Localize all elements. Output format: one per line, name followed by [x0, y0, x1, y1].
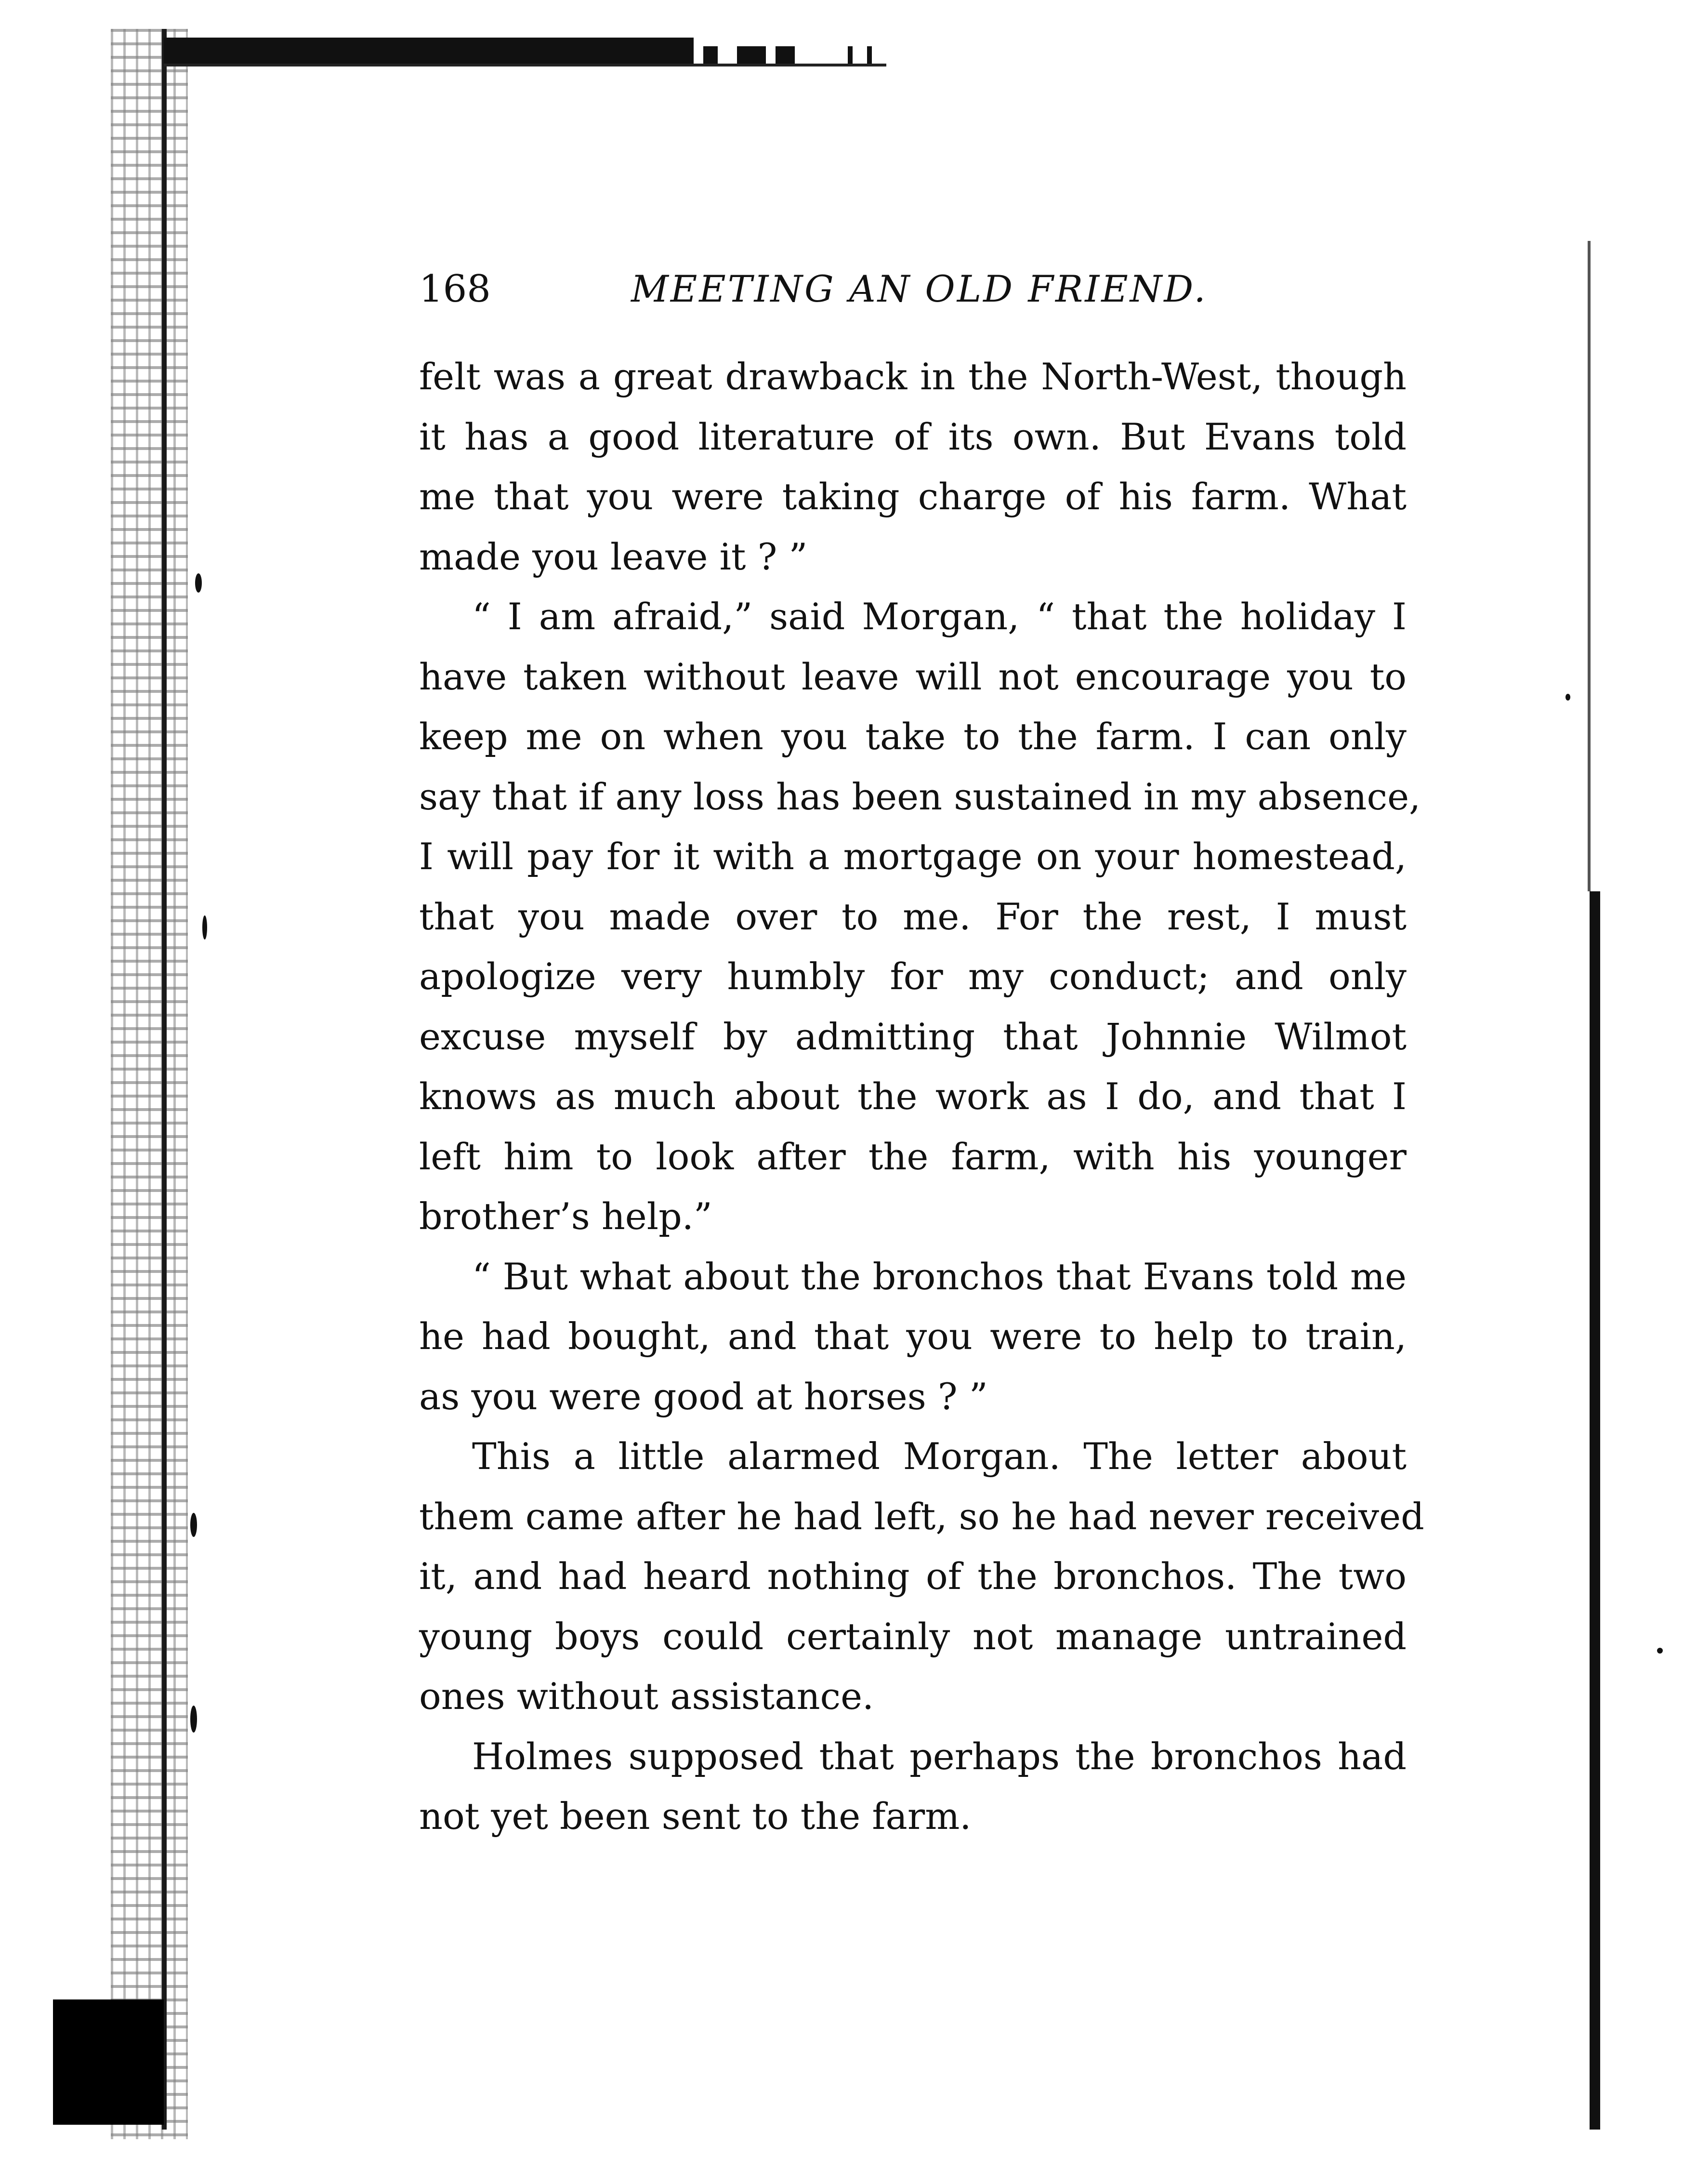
scan-speck: [202, 915, 207, 940]
text-line: made you leave it ? ”: [419, 535, 808, 578]
page-edge-right: [1590, 891, 1600, 2130]
scan-shadow-block: [53, 1999, 164, 2125]
text-line: knows as much about the work as I do, and that I: [419, 1075, 1407, 1118]
text-line: This a little alarmed Morgan. The letter about: [472, 1435, 1407, 1478]
text-line: ones without assistance.: [419, 1675, 874, 1718]
scan-top-bar: [164, 38, 694, 66]
text-line: I will pay for it with a mortgage on your homestead,: [419, 835, 1407, 878]
scan-speck: [195, 573, 202, 593]
text-line: me that you were taking charge of his farm. What: [419, 475, 1407, 518]
text-line: young boys could certainly not manage untrained: [419, 1615, 1407, 1658]
text-line: that you made over to me. For the rest, I must: [419, 895, 1407, 938]
scan-speck: [190, 1513, 197, 1537]
page-edge-right-thin: [1588, 241, 1591, 891]
text-line: say that if any loss has been sustained in my absence,: [419, 775, 1421, 818]
text-line: it, and had heard nothing of the bronchos. The two: [419, 1555, 1407, 1598]
text-line: as you were good at horses ? ”: [419, 1375, 988, 1418]
page-number: 168: [419, 267, 491, 311]
text-line: felt was a great drawback in the North-West, though: [419, 355, 1407, 398]
text-line: brother’s help.”: [419, 1195, 712, 1238]
text-line: “ I am afraid,” said Morgan, “ that the holiday I: [472, 595, 1407, 638]
running-title: MEETING AN OLD FRIEND.: [631, 267, 1208, 310]
text-line: keep me on when you take to the farm. I can only: [419, 715, 1407, 758]
text-line: excuse myself by admitting that Johnnie Wilmot: [419, 1015, 1407, 1058]
text-line: it has a good literature of its own. But Evans told: [419, 415, 1407, 458]
text-line: apologize very humbly for my conduct; and only: [419, 955, 1407, 998]
scan-top-line: [164, 64, 886, 66]
scan-noise-left: [111, 29, 188, 2139]
body-text: [419, 347, 1424, 1847]
scan-speck: [190, 1706, 197, 1733]
scan-speck: [1657, 1648, 1663, 1654]
text-line: he had bought, and that you were to help to train,: [419, 1315, 1407, 1358]
page-edge-left: [162, 29, 167, 2130]
text-line: not yet been sent to the farm.: [419, 1795, 972, 1838]
text-line: have taken without leave will not encourage you to: [419, 655, 1407, 698]
scan-speck: [1565, 694, 1570, 701]
text-line: them came after he had left, so he had never received: [419, 1495, 1424, 1538]
running-head: [419, 263, 1209, 316]
text-line: left him to look after the farm, with his younger: [419, 1135, 1407, 1178]
text-line: “ But what about the bronchos that Evans told me: [472, 1255, 1407, 1298]
text-line: Holmes supposed that perhaps the bronchos had: [472, 1734, 1407, 1778]
